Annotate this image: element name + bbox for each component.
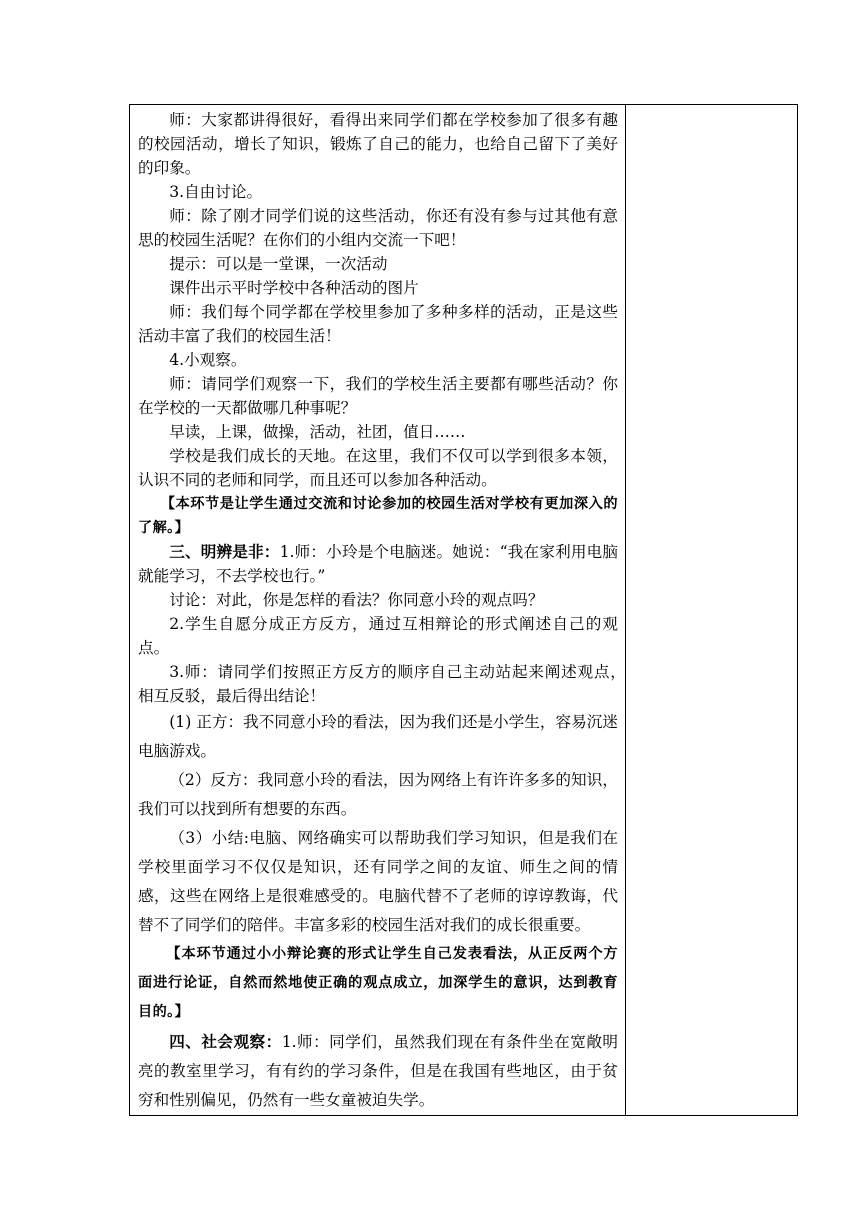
section-paragraph: [138, 1027, 618, 1115]
section-heading: 三、明辨是非：: [169, 542, 280, 561]
paragraph: （3）小结:电脑、网络确实可以帮助我们学习知识，但是我们在学校里面学习不仅仅是知识，还有同学之间的友谊、师生之间的情感，这些在网络上是很难感受的。电脑代替不了老师的谆谆教诲，代替不了同学们的陪伴。丰富多彩的校园生活对我们的成长很重要。: [138, 829, 618, 934]
paragraph: 师：请同学们观察一下，我们的学校生活主要都有哪些活动？你在学校的一天都做哪几种事呢？: [138, 375, 618, 417]
paragraph: 讨论：对此，你是怎样的看法？你同意小玲的观点吗？: [169, 591, 544, 609]
paragraph: （2）反方：我同意小玲的看法，因为网络上有许许多多的知识，我们可以找到所有想要的东西。: [138, 771, 618, 818]
lesson-plan-table: [129, 104, 798, 1116]
paragraph: 师：大家都讲得很好，看得出来同学们都在学校参加了很多有趣的校园活动，增长了知识，锻炼了自己的能力，也给自己留下了美好的印象。: [138, 111, 618, 177]
paragraph: 提示：可以是一堂课，一次活动: [169, 255, 388, 273]
section-note: 【本环节通过小小辩论赛的形式让学生自己发表看法，从正反两个方面进行论证，自然而然地使正确的观点成立，加深学生的意识，达到教育目的。】: [138, 946, 618, 1020]
paragraph: 课件出示平时学校中各种活动的图片: [169, 279, 419, 297]
paragraph: 3.师：请同学们按照正方反方的顺序自己主动站起来阐述观点， 相互反驳，最后得出结论！: [138, 663, 634, 705]
section-paragraph: [138, 540, 618, 588]
notes-cell: [626, 105, 798, 1116]
paragraph: 早读，上课，做操，活动，社团，值日……: [169, 423, 466, 441]
paragraph-text: 1.师：同学们，虽然我们现在有条件坐在宽敞明亮的教室里学习，有有约的学习条件，但是在我国有些地区，由于贫穷和性别偏见，仍然有一些女童被迫失学。: [138, 1033, 618, 1109]
lesson-content-cell: [130, 105, 634, 1116]
section-note: 【本环节是让学生通过交流和讨论参加的校园生活对学校有更加深入的了解。】: [138, 496, 618, 536]
paragraph: 4.小观察。: [169, 351, 247, 369]
paragraph: 师：我们每个同学都在学校里参加了多种多样的活动，正是这些活动丰富了我们的校园生活！: [138, 303, 618, 345]
lesson-content: [130, 108, 634, 1115]
paragraph-text: 1.师：小玲是个电脑迷。她说：“我在家利用电脑就能学习，不去学校也行。”: [138, 543, 618, 585]
paragraph: 师：除了刚才同学们说的这些活动，你还有没有参与过其他有意思的校园生活呢？在你们的小组内交流一下吧！: [138, 207, 618, 249]
paragraph: 学校是我们成长的天地。在这里，我们不仅可以学到很多本领，认识不同的老师和同学，而且还可以参加各种活动。: [138, 447, 618, 489]
paragraph: 2.学生自愿分成正方反方，通过互相辩论的形式阐述自己的观点。: [138, 615, 618, 657]
paragraph: 3.自由讨论。: [169, 183, 263, 201]
table-row: [130, 105, 798, 1116]
paragraph: (1) 正方：我不同意小玲的看法，因为我们还是小学生，容易沉迷电脑游戏。: [138, 713, 618, 760]
section-heading: 四、社会观察：: [169, 1032, 282, 1051]
